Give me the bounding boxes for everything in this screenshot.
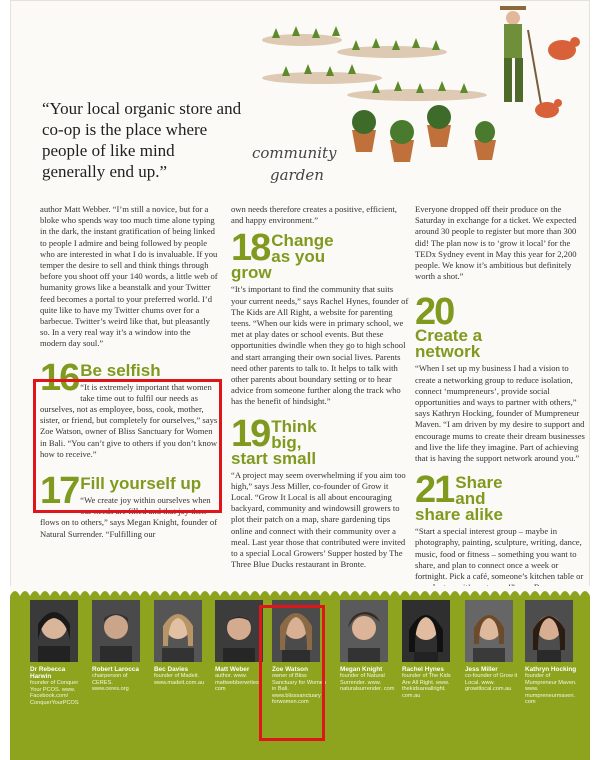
contributor-card <box>525 600 581 706</box>
col1-intro: author Matt Webber. “I’m still a novice, but for a bloke who spends way too much time alone typing in the dark, the instant gratification of being linked to people I admire and being followed by people who are interested in what I do is invaluable. If you temper the desire to sell and think things through before you shoot off your 140 words, a little web of humanity grows like a beanstalk and your Twitter feed becomes a portal to your preferred world. I’d quite like to have my Twitter chums over for a barbecue. Twitter’s weird like that, but pleasantly so. In a very real way it’s a window into the modern day soul.” <box>40 204 218 349</box>
contributor-name: Bec Davies <box>154 666 189 673</box>
contributor-name: Dr Rebecca Harwin <box>30 666 66 680</box>
tip-18-number: 18 <box>231 227 270 270</box>
contributor-name: Jess Miller <box>465 666 498 673</box>
tip-19 <box>231 412 409 571</box>
pull-quote: “Your local organic store and co-op is the place where people of like mind generally end up.” <box>42 99 242 181</box>
illustration-caption-line1: community <box>252 144 337 162</box>
contributor-photo <box>340 600 388 662</box>
contributor-desc: co-founder of Grow it Local. www. growitlocal.com.au <box>465 673 518 693</box>
col2-intro: own needs therefore creates a positive, efficient, and happy environment.” <box>231 204 397 226</box>
contributor-desc: founder of The Kids Are All Right. www. thekidsareallright. com.au <box>402 673 451 699</box>
contributor-name: Megan Knight <box>340 666 383 673</box>
tip-21-title: Share and share alike <box>415 473 503 525</box>
tip-20-number: 20 <box>415 291 454 334</box>
contributor-card <box>154 600 210 686</box>
tip-19-title: Think big, start small <box>231 416 317 468</box>
contributor-desc: chairperson of CERES. www.ceres.org <box>92 673 129 693</box>
contributor-desc: author. www. mattwebberwrites. com <box>215 673 261 693</box>
tip-21-body: “Start a special interest group – maybe in photography, painting, sculpture, writing, dance, music, food or fitness – something you want to share, and plan to connect once a week or fortnight. Pick a café, someone’s kitchen table or <box>415 526 584 582</box>
contributor-card <box>30 600 86 706</box>
contributor-desc: founder of Madeit. www.madeit.com.au <box>154 673 205 686</box>
contributor-card <box>92 600 148 693</box>
contributor-photo <box>215 600 263 662</box>
highlight-box-zoe-watson <box>259 605 325 741</box>
contributor-desc: founder of Mumpreneur Maven. www. mumpreneurmaven. com <box>525 673 577 706</box>
scallop-edge-icon <box>10 586 590 596</box>
tip-17-title: Fill yourself up <box>80 474 202 494</box>
contributor-desc: founder of Conquer Your PCOS. www. Facebook.com/ ConquerYourPCOS <box>30 680 79 706</box>
tip-18-title: Change as you grow <box>231 231 334 283</box>
contributor-name: Matt Weber <box>215 666 250 673</box>
contributor-desc: owner of Bliss Sanctuary for Women in Bali. www.blisssanctuary forwomen.com <box>272 673 326 706</box>
col3-intro: Everyone dropped off their produce on the Saturday in exchange for a ticket. We expected around 30 people to register but more than 300 did! The plan now is to ‘grow it local’ for the TEDx Sydney event in May this year for 2,200 people. We know it’s ambitious but definitely worth a shot.” <box>415 204 577 282</box>
tip-21-number: 21 <box>415 469 454 512</box>
tip-16-body: “It is extremely important that women take time out to fulfil our needs as ourselves, not as employee, boss, cook, mother, sister, or friend, but completely for ourselves,” says Zoe Watson, owner of Bliss Sanctuary for Women in Bali. “You can’t give to others if you don’t know how to receive.” <box>40 381 218 459</box>
tip-20-body: “When I set up my business I had a vision to create a networking group to reduce isolation, connect ‘mumpreneurs’, provide social opportunities and ways to partner with others,” says Kathryn Hocking, founder of Mumpreneur Maven. “I am driven by my desire to support and encourage mums to create their dream businesses and live the life they imagine. Part of achieving that is having the support network around you.” <box>415 363 585 464</box>
contributor-name: Robert Larocca <box>92 666 139 673</box>
contributor-photo <box>402 600 450 662</box>
contributor-card <box>465 600 521 693</box>
community-garden-illustration <box>242 0 590 200</box>
column-2 <box>231 204 409 575</box>
tip-20-title: Create a network <box>415 326 483 362</box>
tip-17-body: “We create joy within ourselves when our needs are filled and that joy then flows on to others,” says Megan Knight, founder of Natural Surrender. “Fulfilling our <box>40 495 218 539</box>
tip-16-title: Be selfish <box>80 360 161 380</box>
tip-17-number: 17 <box>40 470 79 513</box>
tip-18-body: “It’s important to find the community that suits your current needs,” says Rachel Hynes, founder of The Kids are All Right, a website for parenting teens. “When our kids were in primary school, we met at play dates or school events. But these opportunities dwindle when they go to high school and start arranging their own social lives. Parents need other parents to talk to. It helps to talk with other parents about boundary setting or to hear advice from someone further along the track who has the benefit of hindsight.” <box>231 284 409 407</box>
column-3 <box>415 204 585 598</box>
contributor-photo <box>92 600 140 662</box>
highlight-box-tip-16 <box>33 379 222 513</box>
contributor-card <box>402 600 458 699</box>
illustration-caption-line2: garden <box>270 166 324 184</box>
contributor-photo <box>30 600 78 662</box>
contributor-name: Zoe Watson <box>272 666 308 673</box>
tip-20 <box>415 291 585 464</box>
contributor-desc: founder of Natural Surrender. www. naturalsurrender. com <box>340 673 395 693</box>
tip-19-number: 19 <box>231 412 270 455</box>
tip-19-body: “A project may seem overwhelming if you aim too high,” says Jess Miller, co-founder of Grow it Local. “Grow It Local is all about encouraging backyard, community and windowsill growers to plot their patch on a map, share gardening tips online and connect with their community over a meal. Last year those that contributed were invited to a special Local Growers’ Supper hosted by The Three Blue Ducks restaurant in Bronte. <box>231 469 406 570</box>
contributor-photo <box>525 600 573 662</box>
contributor-card <box>340 600 396 693</box>
tip-21 <box>415 469 585 593</box>
tip-16-number: 16 <box>40 356 79 399</box>
contributor-name: Kathryn Hocking <box>525 666 577 673</box>
contributor-photo <box>154 600 202 662</box>
contributor-name: Rachel Hynes <box>402 666 444 673</box>
contributor-photo <box>465 600 513 662</box>
tip-18 <box>231 227 409 407</box>
